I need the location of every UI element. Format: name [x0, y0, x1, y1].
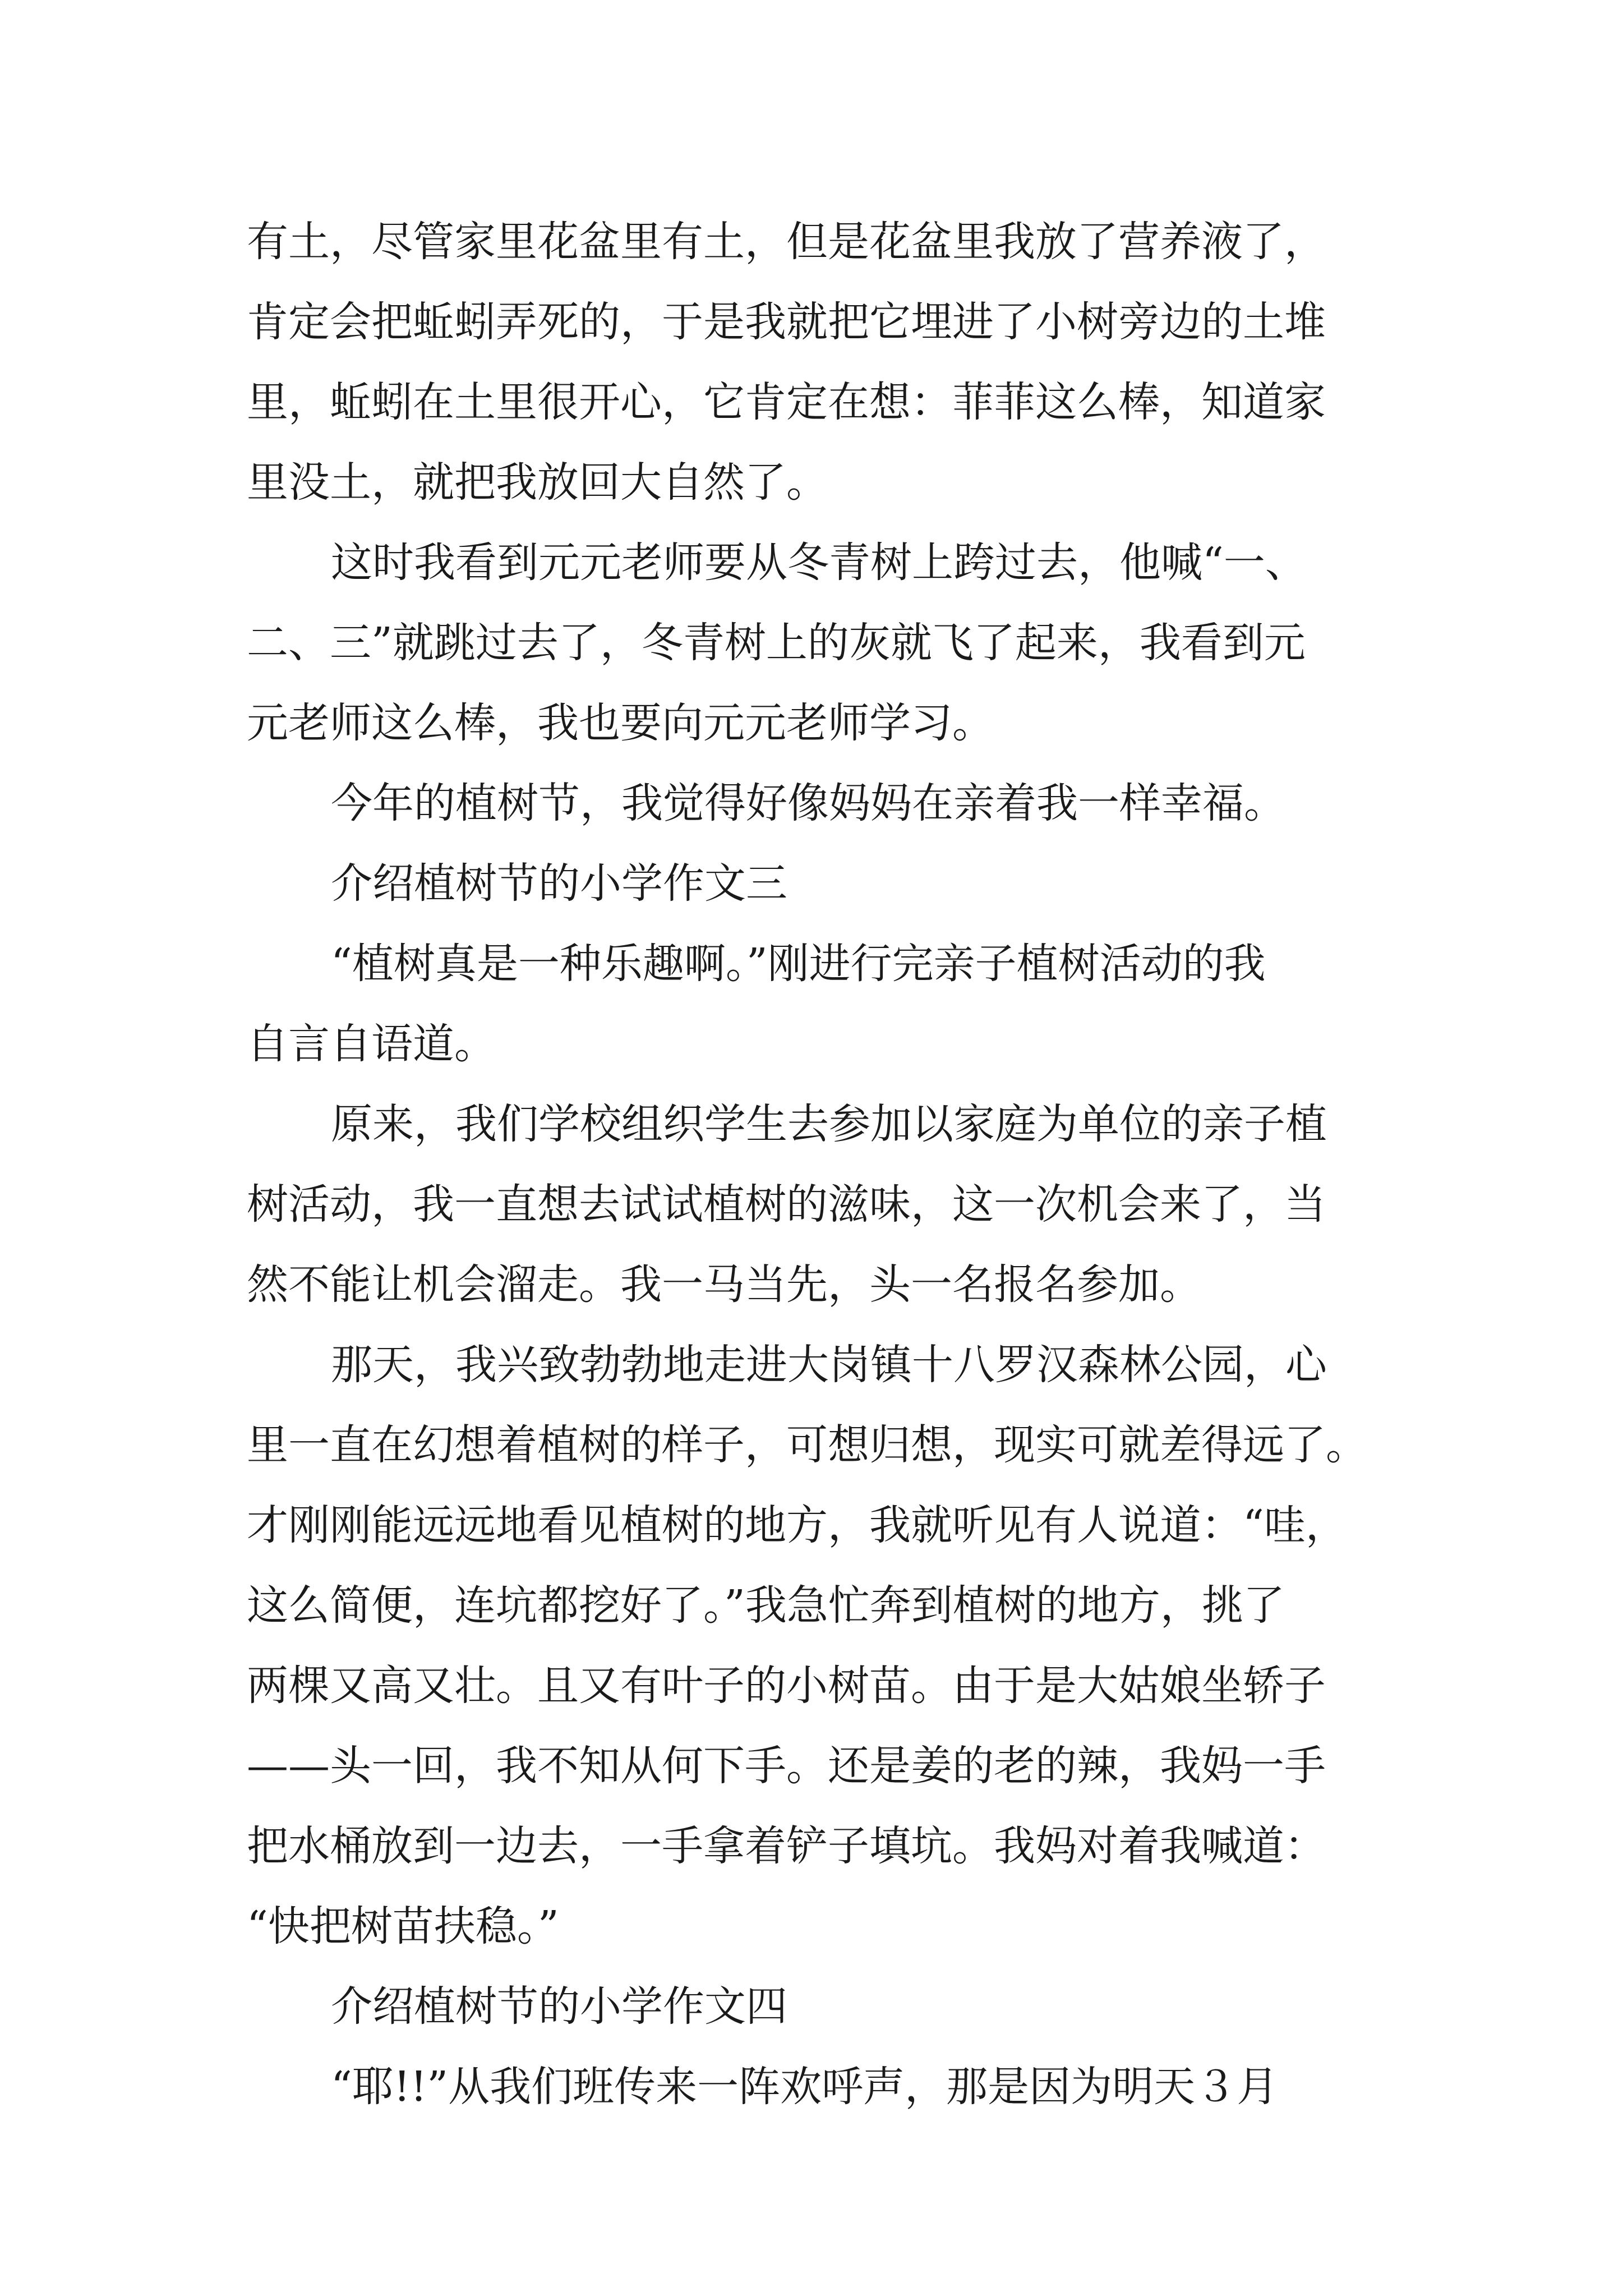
paragraph-school-activity: 原来，我们学校组织学生去参加以家庭为单位的亲子植 树活动，我一直想去试试植树的滋味，这一次机会来了，当 然不能让机会溜走。我一马当先，头一名报名参加。	[247, 1100, 1327, 1309]
paragraph-forest-park: 那天，我兴致勃勃地走进大岗镇十八罗汉森林公园，心 里一直在幻想着植树的样子，可想归想，现实可就差得远了。 才刚刚能远远地看见植树的地方，我就听见有人说道：“哇， 这么简便，连坑都挖好了。”我急忙奔到植树的地方，挑了 两棵又高又壮。且又有叶子的小树苗。由于是大姑娘坐轿子 ——头一回，我不知从何下手。还是姜的老的辣，我妈一手 把水桶放到一边去，一手拿着铲子填坑。我妈对着我喊道： “快把树苗扶稳。”	[247, 1341, 1367, 1950]
paragraph-class-cheer: “耶!!”从我们班传来一阵欢呼声，那是因为明天３月	[331, 2063, 1279, 2111]
paragraph-teacher-jump: 这时我看到元元老师要从冬青树上跨过去，他喊“一、 二、三”就跳过去了，冬青树上的灰就飞了起来，我看到元 元老师这么棒，我也要向元元老师学习。	[247, 539, 1307, 747]
section-heading-essay-three: 介绍植树节的小学作文三	[331, 859, 787, 908]
paragraph-continuation: 有土，尽管家里花盆里有土，但是花盆里我放了营养液了， 肯定会把蚯蚓弄死的，于是我就把它埋进了小树旁边的土堆 里，蚯蚓在土里很开心，它肯定在想：菲菲这么棒，知道家 里没土，就把我放回大自然了。	[247, 218, 1326, 507]
paragraph-arbor-day-happiness: 今年的植树节，我觉得好像妈妈在亲着我一样幸福。	[331, 779, 1285, 827]
paragraph-planting-fun: “植树真是一种乐趣啊。”刚进行完亲子植树活动的我 自言自语道。	[247, 940, 1266, 1068]
document-body	[247, 202, 1391, 2127]
section-heading-essay-four: 介绍植树节的小学作文四	[331, 1982, 787, 2031]
